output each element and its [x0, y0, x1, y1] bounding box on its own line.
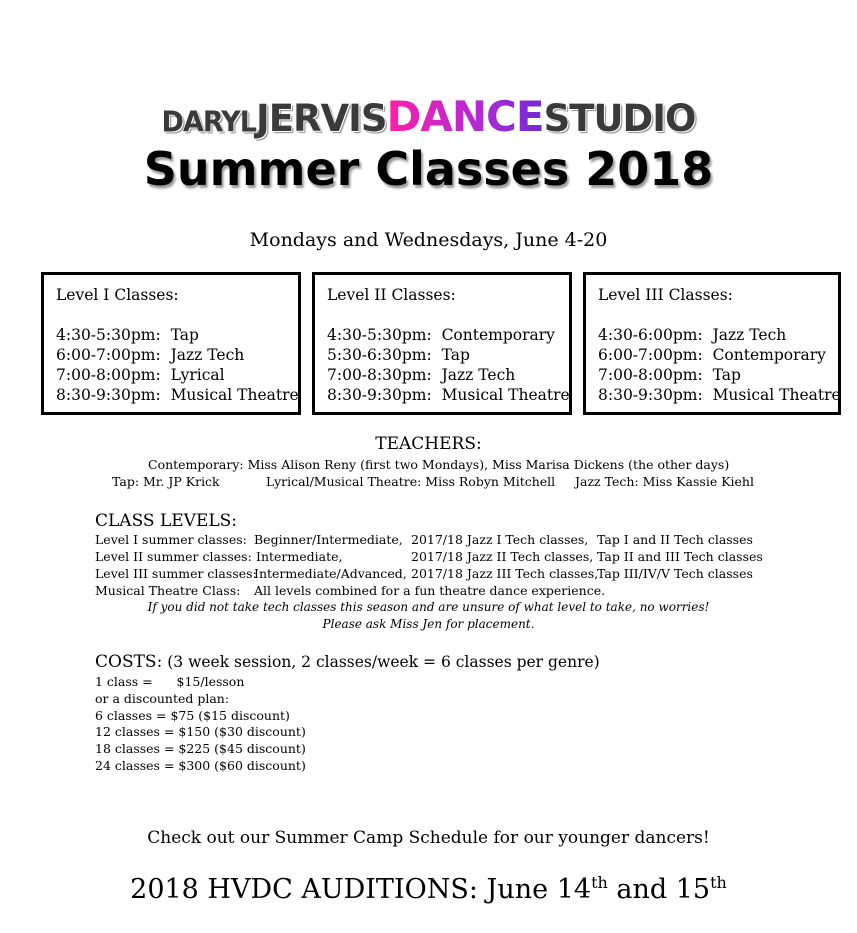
class-levels-heading: CLASS LEVELS: [95, 511, 238, 531]
class-row [56, 325, 286, 345]
class-time: 7:00-8:00pm: [598, 366, 703, 384]
class-name: Lyrical [170, 366, 225, 384]
teachers-heading: TEACHERS: [375, 434, 482, 454]
level-desc: Intermediate, [256, 549, 343, 564]
costs-title: COSTS: [95, 652, 163, 672]
class-time: 4:30-5:30pm: [56, 326, 161, 344]
class-time: 8:30-9:30pm: [598, 386, 703, 404]
teacher-tap: Tap: Mr. JP Krick [112, 474, 220, 489]
auditions-sup-1: th [591, 873, 608, 892]
class-name: Musical Theatre [170, 386, 299, 404]
class-name: Tap [712, 366, 741, 384]
class-time: 5:30-6:30pm: [327, 346, 432, 364]
plan-item: 18 classes = $225 ($45 discount) [95, 741, 306, 756]
class-row [56, 345, 286, 365]
placement-note-2: Please ask Miss Jen for placement. [322, 617, 535, 631]
auditions-text: 2018 HVDC AUDITIONS: June 14 [130, 874, 592, 905]
class-row [327, 385, 570, 405]
level-label: Level I summer classes: [95, 532, 247, 547]
class-row [56, 385, 299, 405]
plan-item: 24 classes = $300 ($60 discount) [95, 758, 306, 773]
auditions-line [0, 873, 857, 905]
auditions-mid: and 15 [607, 874, 711, 905]
class-row [327, 345, 557, 365]
level-jazz: 2017/18 Jazz II Tech classes, [411, 549, 594, 564]
class-time: 7:00-8:30pm: [327, 366, 432, 384]
plan-label: or a discounted plan: [95, 691, 230, 706]
costs-heading [95, 652, 600, 672]
page-title: Summer Classes 2018 [143, 142, 714, 196]
logo-jervis: JERVIS [255, 97, 387, 140]
single-label: 1 class = [95, 674, 153, 689]
class-row [598, 345, 826, 365]
teacher-contemporary: Contemporary: Miss Alison Reny (first two Mondays), Miss Marisa Dickens (the other days) [148, 457, 730, 472]
class-time: 6:00-7:00pm: [56, 346, 161, 364]
class-row [598, 365, 826, 385]
level-1-box [41, 272, 301, 415]
class-row [327, 365, 557, 385]
class-name: Tap [441, 346, 470, 364]
level-jazz: 2017/18 Jazz I Tech classes, [411, 532, 589, 547]
class-name: Jazz Tech [170, 346, 245, 364]
level-3-box [583, 272, 841, 415]
class-row [598, 385, 841, 405]
auditions-sup-2: th [710, 873, 727, 892]
class-row [56, 365, 286, 385]
class-time: 8:30-9:30pm: [56, 386, 161, 404]
camp-note: Check out our Summer Camp Schedule for our younger dancers! [147, 828, 710, 848]
level-jazz: 2017/18 Jazz III Tech classes, [411, 566, 599, 581]
class-row [598, 325, 826, 345]
class-time: 8:30-9:30pm: [327, 386, 432, 404]
box-heading: Level II Classes: [327, 286, 456, 304]
level-desc: Intermediate/Advanced, [254, 566, 407, 581]
level-tap: Tap II and III Tech classes [597, 549, 763, 564]
level-desc: Beginner/Intermediate, [254, 532, 403, 547]
teacher-jazz: Jazz Tech: Miss Kassie Kiehl [575, 474, 754, 489]
class-row [327, 325, 557, 345]
class-time: 7:00-8:00pm: [56, 366, 161, 384]
box-heading: Level I Classes: [56, 286, 179, 304]
class-name: Jazz Tech [441, 366, 516, 384]
plan-item: 6 classes = $75 ($15 discount) [95, 708, 290, 723]
logo-dance: DANCE [386, 92, 544, 141]
level-label: Level II summer classes: [95, 549, 252, 564]
teacher-lyrical: Lyrical/Musical Theatre: Miss Robyn Mitchell [266, 474, 556, 489]
class-time: 4:30-6:00pm: [598, 326, 703, 344]
class-name: Musical Theatre [712, 386, 841, 404]
studio-logo [0, 92, 857, 141]
class-name: Contemporary [712, 346, 826, 364]
class-name: Contemporary [441, 326, 555, 344]
theatre-desc: All levels combined for a fun theatre dance experience. [254, 583, 606, 598]
box-heading: Level III Classes: [598, 286, 733, 304]
costs-subtitle: (3 week session, 2 classes/week = 6 classes per genre) [167, 653, 600, 671]
level-tap: Tap I and II Tech classes [597, 532, 753, 547]
level-tap: Tap III/IV/V Tech classes [597, 566, 753, 581]
level-label: Level III summer classes: [95, 566, 257, 581]
placement-note: If you did not take tech classes this season and are unsure of what level to take, no worries! [147, 600, 710, 614]
plan-item: 12 classes = $150 ($30 discount) [95, 724, 306, 739]
theatre-label: Musical Theatre Class: [95, 583, 241, 598]
class-name: Tap [170, 326, 199, 344]
class-time: 4:30-5:30pm: [327, 326, 432, 344]
level-2-box [312, 272, 572, 415]
class-name: Jazz Tech [712, 326, 787, 344]
logo-daryl: DARYL [161, 106, 256, 139]
logo-studio: STUDIO [543, 97, 696, 140]
class-time: 6:00-7:00pm: [598, 346, 703, 364]
single-price: $15/lesson [176, 674, 245, 689]
class-name: Musical Theatre [441, 386, 570, 404]
session-dates: Mondays and Wednesdays, June 4-20 [249, 229, 608, 251]
single-cost [95, 674, 244, 689]
